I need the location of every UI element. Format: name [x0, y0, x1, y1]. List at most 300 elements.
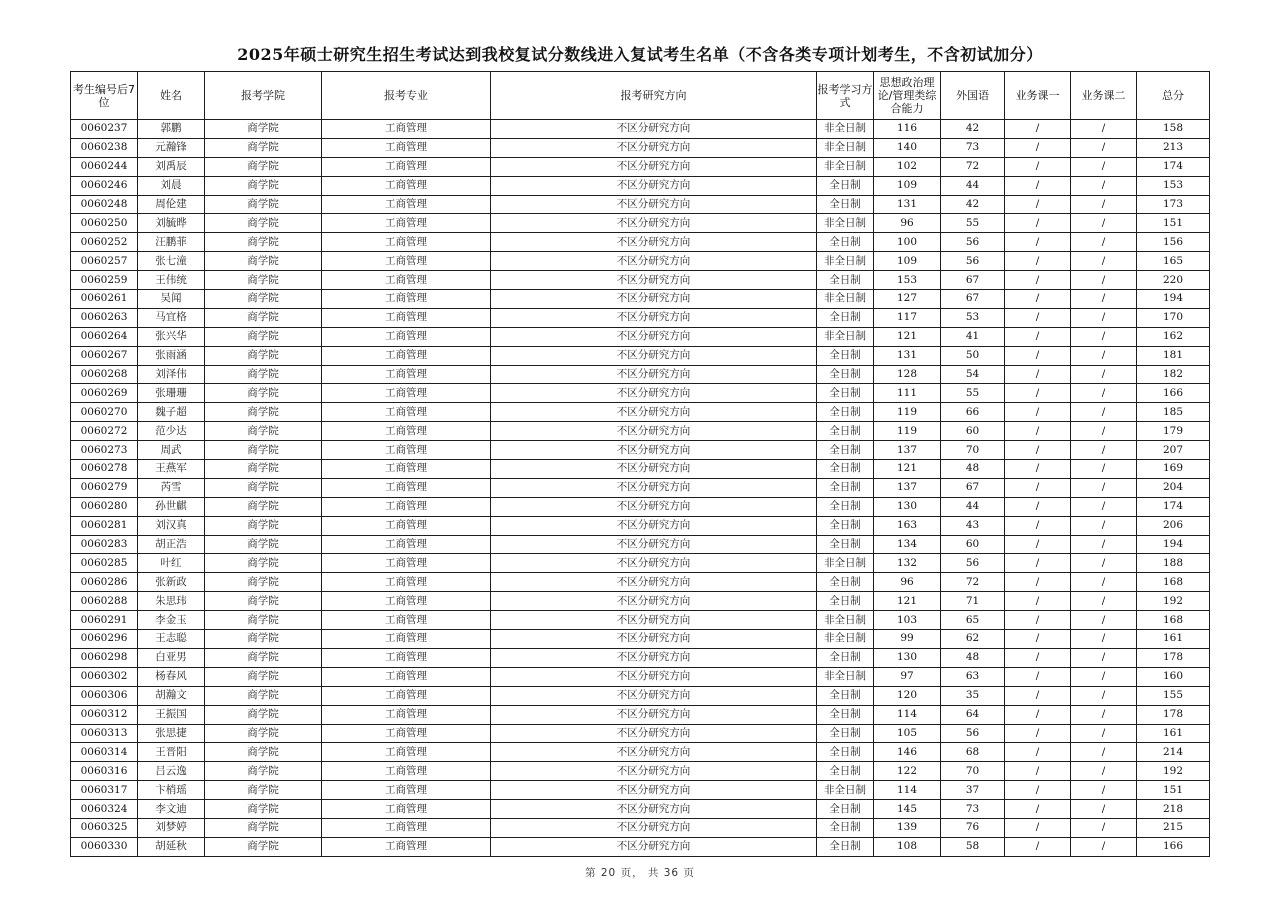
cell-research-direction: 不区分研究方向	[491, 195, 817, 214]
cell-foreign-language: 60	[941, 535, 1005, 554]
cell-major: 工商管理	[322, 214, 491, 233]
cell-research-direction: 不区分研究方向	[491, 800, 817, 819]
cell-candidate-id: 0060252	[71, 233, 138, 252]
cell-politics-score: 109	[874, 252, 941, 271]
cell-subject-one: /	[1005, 308, 1071, 327]
cell-research-direction: 不区分研究方向	[491, 781, 817, 800]
cell-politics-score: 96	[874, 573, 941, 592]
cell-major: 工商管理	[322, 441, 491, 460]
cell-total-score: 207	[1137, 441, 1210, 460]
cell-total-score: 161	[1137, 630, 1210, 649]
cell-major: 工商管理	[322, 478, 491, 497]
cell-study-mode: 非全日制	[817, 327, 874, 346]
cell-major: 工商管理	[322, 120, 491, 139]
cell-total-score: 182	[1137, 365, 1210, 384]
cell-subject-two: /	[1071, 800, 1137, 819]
cell-name: 张雨涵	[138, 346, 205, 365]
cell-politics-score: 137	[874, 441, 941, 460]
cell-foreign-language: 73	[941, 800, 1005, 819]
cell-college: 商学院	[205, 195, 322, 214]
cell-total-score: 158	[1137, 120, 1210, 139]
cell-study-mode: 全日制	[817, 743, 874, 762]
cell-college: 商学院	[205, 705, 322, 724]
table-row	[71, 592, 1210, 611]
cell-name: 李金玉	[138, 611, 205, 630]
cell-college: 商学院	[205, 516, 322, 535]
cell-subject-one: /	[1005, 346, 1071, 365]
cell-subject-one: /	[1005, 630, 1071, 649]
cell-name: 芮雪	[138, 478, 205, 497]
cell-politics-score: 131	[874, 346, 941, 365]
cell-study-mode: 全日制	[817, 573, 874, 592]
cell-subject-one: /	[1005, 497, 1071, 516]
cell-college: 商学院	[205, 535, 322, 554]
cell-name: 张思捷	[138, 724, 205, 743]
cell-research-direction: 不区分研究方向	[491, 686, 817, 705]
cell-subject-two: /	[1071, 138, 1137, 157]
cell-subject-one: /	[1005, 422, 1071, 441]
cell-subject-two: /	[1071, 290, 1137, 309]
table-row	[71, 478, 1210, 497]
cell-research-direction: 不区分研究方向	[491, 157, 817, 176]
cell-research-direction: 不区分研究方向	[491, 138, 817, 157]
cell-foreign-language: 48	[941, 460, 1005, 479]
table-row	[71, 762, 1210, 781]
cell-subject-one: /	[1005, 837, 1071, 856]
cell-research-direction: 不区分研究方向	[491, 516, 817, 535]
cell-foreign-language: 60	[941, 422, 1005, 441]
cell-total-score: 194	[1137, 290, 1210, 309]
cell-subject-two: /	[1071, 422, 1137, 441]
cell-college: 商学院	[205, 403, 322, 422]
cell-subject-two: /	[1071, 403, 1137, 422]
header-name: 姓名	[138, 72, 205, 120]
cell-college: 商学院	[205, 346, 322, 365]
cell-major: 工商管理	[322, 252, 491, 271]
cell-name: 胡延秋	[138, 837, 205, 856]
cell-candidate-id: 0060296	[71, 630, 138, 649]
cell-research-direction: 不区分研究方向	[491, 214, 817, 233]
cell-name: 刘梦婷	[138, 818, 205, 837]
table-row	[71, 648, 1210, 667]
cell-politics-score: 103	[874, 611, 941, 630]
table-row	[71, 214, 1210, 233]
table-row	[71, 837, 1210, 856]
cell-college: 商学院	[205, 686, 322, 705]
cell-college: 商学院	[205, 554, 322, 573]
cell-name: 汪鹏菲	[138, 233, 205, 252]
cell-major: 工商管理	[322, 290, 491, 309]
cell-research-direction: 不区分研究方向	[491, 648, 817, 667]
table-row	[71, 138, 1210, 157]
table-row	[71, 252, 1210, 271]
cell-total-score: 173	[1137, 195, 1210, 214]
cell-major: 工商管理	[322, 516, 491, 535]
header-foreign-language: 外国语	[941, 72, 1005, 120]
cell-candidate-id: 0060283	[71, 535, 138, 554]
cell-college: 商学院	[205, 365, 322, 384]
cell-candidate-id: 0060280	[71, 497, 138, 516]
table-row	[71, 724, 1210, 743]
cell-candidate-id: 0060313	[71, 724, 138, 743]
cell-total-score: 179	[1137, 422, 1210, 441]
cell-politics-score: 122	[874, 762, 941, 781]
cell-total-score: 220	[1137, 271, 1210, 290]
cell-research-direction: 不区分研究方向	[491, 327, 817, 346]
cell-research-direction: 不区分研究方向	[491, 120, 817, 139]
cell-total-score: 214	[1137, 743, 1210, 762]
cell-subject-two: /	[1071, 346, 1137, 365]
cell-politics-score: 121	[874, 460, 941, 479]
cell-candidate-id: 0060237	[71, 120, 138, 139]
cell-college: 商学院	[205, 157, 322, 176]
cell-college: 商学院	[205, 290, 322, 309]
cell-college: 商学院	[205, 648, 322, 667]
cell-research-direction: 不区分研究方向	[491, 554, 817, 573]
cell-total-score: 178	[1137, 648, 1210, 667]
cell-major: 工商管理	[322, 667, 491, 686]
cell-major: 工商管理	[322, 800, 491, 819]
cell-major: 工商管理	[322, 195, 491, 214]
cell-total-score: 174	[1137, 497, 1210, 516]
cell-candidate-id: 0060314	[71, 743, 138, 762]
cell-study-mode: 全日制	[817, 460, 874, 479]
table-row	[71, 667, 1210, 686]
cell-subject-two: /	[1071, 252, 1137, 271]
cell-total-score: 181	[1137, 346, 1210, 365]
cell-name: 卞梢瑶	[138, 781, 205, 800]
cell-candidate-id: 0060244	[71, 157, 138, 176]
cell-study-mode: 全日制	[817, 176, 874, 195]
cell-subject-two: /	[1071, 176, 1137, 195]
cell-subject-two: /	[1071, 592, 1137, 611]
candidate-table	[70, 71, 1210, 857]
cell-major: 工商管理	[322, 592, 491, 611]
cell-subject-two: /	[1071, 120, 1137, 139]
cell-major: 工商管理	[322, 422, 491, 441]
cell-major: 工商管理	[322, 176, 491, 195]
cell-name: 王晋阳	[138, 743, 205, 762]
cell-research-direction: 不区分研究方向	[491, 290, 817, 309]
cell-foreign-language: 72	[941, 157, 1005, 176]
cell-college: 商学院	[205, 327, 322, 346]
cell-politics-score: 99	[874, 630, 941, 649]
cell-total-score: 185	[1137, 403, 1210, 422]
cell-candidate-id: 0060286	[71, 573, 138, 592]
cell-subject-one: /	[1005, 667, 1071, 686]
cell-name: 刘毓晔	[138, 214, 205, 233]
table-row	[71, 365, 1210, 384]
cell-candidate-id: 0060259	[71, 271, 138, 290]
cell-subject-one: /	[1005, 403, 1071, 422]
cell-study-mode: 全日制	[817, 271, 874, 290]
cell-major: 工商管理	[322, 611, 491, 630]
cell-subject-one: /	[1005, 705, 1071, 724]
cell-candidate-id: 0060325	[71, 818, 138, 837]
cell-politics-score: 130	[874, 648, 941, 667]
cell-college: 商学院	[205, 724, 322, 743]
cell-total-score: 174	[1137, 157, 1210, 176]
cell-college: 商学院	[205, 233, 322, 252]
cell-subject-one: /	[1005, 516, 1071, 535]
cell-name: 元瀚锋	[138, 138, 205, 157]
cell-total-score: 166	[1137, 384, 1210, 403]
cell-study-mode: 全日制	[817, 516, 874, 535]
cell-college: 商学院	[205, 611, 322, 630]
cell-politics-score: 116	[874, 120, 941, 139]
table-row	[71, 403, 1210, 422]
cell-candidate-id: 0060272	[71, 422, 138, 441]
cell-subject-one: /	[1005, 762, 1071, 781]
cell-total-score: 166	[1137, 837, 1210, 856]
cell-candidate-id: 0060273	[71, 441, 138, 460]
cell-major: 工商管理	[322, 818, 491, 837]
cell-foreign-language: 67	[941, 271, 1005, 290]
cell-foreign-language: 65	[941, 611, 1005, 630]
cell-politics-score: 163	[874, 516, 941, 535]
cell-study-mode: 非全日制	[817, 630, 874, 649]
cell-name: 胡瀚文	[138, 686, 205, 705]
cell-college: 商学院	[205, 592, 322, 611]
cell-college: 商学院	[205, 422, 322, 441]
cell-major: 工商管理	[322, 497, 491, 516]
cell-study-mode: 全日制	[817, 346, 874, 365]
table-row	[71, 611, 1210, 630]
cell-research-direction: 不区分研究方向	[491, 460, 817, 479]
cell-major: 工商管理	[322, 233, 491, 252]
cell-foreign-language: 76	[941, 818, 1005, 837]
table-row	[71, 630, 1210, 649]
cell-foreign-language: 66	[941, 403, 1005, 422]
cell-candidate-id: 0060246	[71, 176, 138, 195]
cell-subject-two: /	[1071, 573, 1137, 592]
table-row	[71, 384, 1210, 403]
cell-subject-one: /	[1005, 535, 1071, 554]
header-subject-one: 业务课一	[1005, 72, 1071, 120]
header-major: 报考专业	[322, 72, 491, 120]
cell-research-direction: 不区分研究方向	[491, 346, 817, 365]
cell-foreign-language: 63	[941, 667, 1005, 686]
table-row	[71, 120, 1210, 139]
cell-name: 吕云逸	[138, 762, 205, 781]
cell-college: 商学院	[205, 214, 322, 233]
cell-major: 工商管理	[322, 308, 491, 327]
cell-name: 王燕军	[138, 460, 205, 479]
cell-college: 商学院	[205, 138, 322, 157]
cell-politics-score: 105	[874, 724, 941, 743]
cell-foreign-language: 55	[941, 384, 1005, 403]
table-row	[71, 422, 1210, 441]
table-row	[71, 327, 1210, 346]
cell-study-mode: 全日制	[817, 422, 874, 441]
cell-politics-score: 97	[874, 667, 941, 686]
header-total-score: 总分	[1137, 72, 1210, 120]
header-candidate-id: 考生编号后7位	[71, 72, 138, 120]
cell-major: 工商管理	[322, 535, 491, 554]
cell-subject-one: /	[1005, 724, 1071, 743]
cell-candidate-id: 0060268	[71, 365, 138, 384]
cell-subject-two: /	[1071, 554, 1137, 573]
cell-major: 工商管理	[322, 630, 491, 649]
table-row	[71, 573, 1210, 592]
cell-study-mode: 全日制	[817, 441, 874, 460]
cell-foreign-language: 50	[941, 346, 1005, 365]
header-politics-score: 思想政治理论/管理类综合能力	[874, 72, 941, 120]
header-college: 报考学院	[205, 72, 322, 120]
cell-total-score: 161	[1137, 724, 1210, 743]
cell-politics-score: 121	[874, 592, 941, 611]
cell-name: 郭鹏	[138, 120, 205, 139]
cell-total-score: 204	[1137, 478, 1210, 497]
cell-research-direction: 不区分研究方向	[491, 365, 817, 384]
table-row	[71, 535, 1210, 554]
cell-politics-score: 117	[874, 308, 941, 327]
cell-politics-score: 139	[874, 818, 941, 837]
cell-subject-one: /	[1005, 252, 1071, 271]
cell-foreign-language: 73	[941, 138, 1005, 157]
cell-politics-score: 134	[874, 535, 941, 554]
cell-study-mode: 全日制	[817, 478, 874, 497]
page-footer: 第 20 页， 共 36 页	[585, 867, 695, 879]
cell-subject-one: /	[1005, 686, 1071, 705]
cell-subject-one: /	[1005, 176, 1071, 195]
cell-candidate-id: 0060264	[71, 327, 138, 346]
cell-politics-score: 132	[874, 554, 941, 573]
table-row	[71, 271, 1210, 290]
cell-research-direction: 不区分研究方向	[491, 705, 817, 724]
cell-major: 工商管理	[322, 743, 491, 762]
cell-major: 工商管理	[322, 365, 491, 384]
cell-subject-one: /	[1005, 290, 1071, 309]
cell-subject-one: /	[1005, 271, 1071, 290]
cell-study-mode: 全日制	[817, 800, 874, 819]
cell-foreign-language: 64	[941, 705, 1005, 724]
cell-candidate-id: 0060238	[71, 138, 138, 157]
cell-subject-two: /	[1071, 743, 1137, 762]
table-row	[71, 176, 1210, 195]
cell-total-score: 151	[1137, 214, 1210, 233]
cell-research-direction: 不区分研究方向	[491, 441, 817, 460]
cell-research-direction: 不区分研究方向	[491, 743, 817, 762]
cell-foreign-language: 41	[941, 327, 1005, 346]
cell-subject-one: /	[1005, 781, 1071, 800]
cell-study-mode: 全日制	[817, 686, 874, 705]
cell-subject-one: /	[1005, 478, 1071, 497]
cell-study-mode: 全日制	[817, 592, 874, 611]
cell-subject-two: /	[1071, 308, 1137, 327]
cell-total-score: 218	[1137, 800, 1210, 819]
table-row	[71, 346, 1210, 365]
cell-name: 刘晨	[138, 176, 205, 195]
cell-research-direction: 不区分研究方向	[491, 818, 817, 837]
cell-subject-two: /	[1071, 157, 1137, 176]
cell-research-direction: 不区分研究方向	[491, 422, 817, 441]
cell-candidate-id: 0060330	[71, 837, 138, 856]
cell-subject-two: /	[1071, 384, 1137, 403]
cell-subject-one: /	[1005, 441, 1071, 460]
table-row	[71, 460, 1210, 479]
cell-study-mode: 非全日制	[817, 290, 874, 309]
cell-politics-score: 114	[874, 705, 941, 724]
cell-politics-score: 127	[874, 290, 941, 309]
cell-name: 朱思玮	[138, 592, 205, 611]
cell-college: 商学院	[205, 497, 322, 516]
cell-politics-score: 128	[874, 365, 941, 384]
cell-study-mode: 非全日制	[817, 781, 874, 800]
cell-candidate-id: 0060248	[71, 195, 138, 214]
cell-study-mode: 全日制	[817, 233, 874, 252]
document-title: 2025年硕士研究生招生考试达到我校复试分数线进入复试考生名单（不含各类专项计划考生，不含初试加分）	[237, 45, 1043, 64]
cell-study-mode: 全日制	[817, 365, 874, 384]
cell-candidate-id: 0060261	[71, 290, 138, 309]
cell-college: 商学院	[205, 308, 322, 327]
cell-subject-two: /	[1071, 818, 1137, 837]
cell-subject-one: /	[1005, 327, 1071, 346]
cell-college: 商学院	[205, 743, 322, 762]
cell-politics-score: 137	[874, 478, 941, 497]
cell-subject-two: /	[1071, 686, 1137, 705]
cell-politics-score: 100	[874, 233, 941, 252]
cell-total-score: 168	[1137, 573, 1210, 592]
cell-study-mode: 全日制	[817, 535, 874, 554]
cell-college: 商学院	[205, 252, 322, 271]
cell-total-score: 206	[1137, 516, 1210, 535]
table-row	[71, 554, 1210, 573]
cell-candidate-id: 0060279	[71, 478, 138, 497]
cell-total-score: 160	[1137, 667, 1210, 686]
cell-subject-two: /	[1071, 648, 1137, 667]
cell-college: 商学院	[205, 478, 322, 497]
cell-politics-score: 130	[874, 497, 941, 516]
cell-college: 商学院	[205, 630, 322, 649]
cell-college: 商学院	[205, 818, 322, 837]
header-study-mode: 报考学习方式	[817, 72, 874, 120]
cell-major: 工商管理	[322, 781, 491, 800]
cell-name: 王振国	[138, 705, 205, 724]
cell-study-mode: 全日制	[817, 724, 874, 743]
cell-politics-score: 131	[874, 195, 941, 214]
cell-name: 吴闻	[138, 290, 205, 309]
cell-politics-score: 145	[874, 800, 941, 819]
table-row	[71, 497, 1210, 516]
cell-study-mode: 全日制	[817, 195, 874, 214]
cell-subject-two: /	[1071, 837, 1137, 856]
cell-candidate-id: 0060288	[71, 592, 138, 611]
cell-study-mode: 全日制	[817, 308, 874, 327]
cell-politics-score: 119	[874, 403, 941, 422]
cell-subject-one: /	[1005, 592, 1071, 611]
cell-candidate-id: 0060291	[71, 611, 138, 630]
cell-candidate-id: 0060317	[71, 781, 138, 800]
cell-research-direction: 不区分研究方向	[491, 384, 817, 403]
cell-major: 工商管理	[322, 648, 491, 667]
cell-research-direction: 不区分研究方向	[491, 667, 817, 686]
header-subject-two: 业务课二	[1071, 72, 1137, 120]
cell-subject-two: /	[1071, 441, 1137, 460]
cell-research-direction: 不区分研究方向	[491, 837, 817, 856]
header-research-direction: 报考研究方向	[491, 72, 817, 120]
cell-politics-score: 146	[874, 743, 941, 762]
cell-candidate-id: 0060257	[71, 252, 138, 271]
cell-candidate-id: 0060250	[71, 214, 138, 233]
cell-subject-two: /	[1071, 195, 1137, 214]
cell-college: 商学院	[205, 120, 322, 139]
cell-study-mode: 全日制	[817, 384, 874, 403]
cell-name: 张兴华	[138, 327, 205, 346]
cell-major: 工商管理	[322, 346, 491, 365]
cell-politics-score: 109	[874, 176, 941, 195]
cell-subject-two: /	[1071, 611, 1137, 630]
